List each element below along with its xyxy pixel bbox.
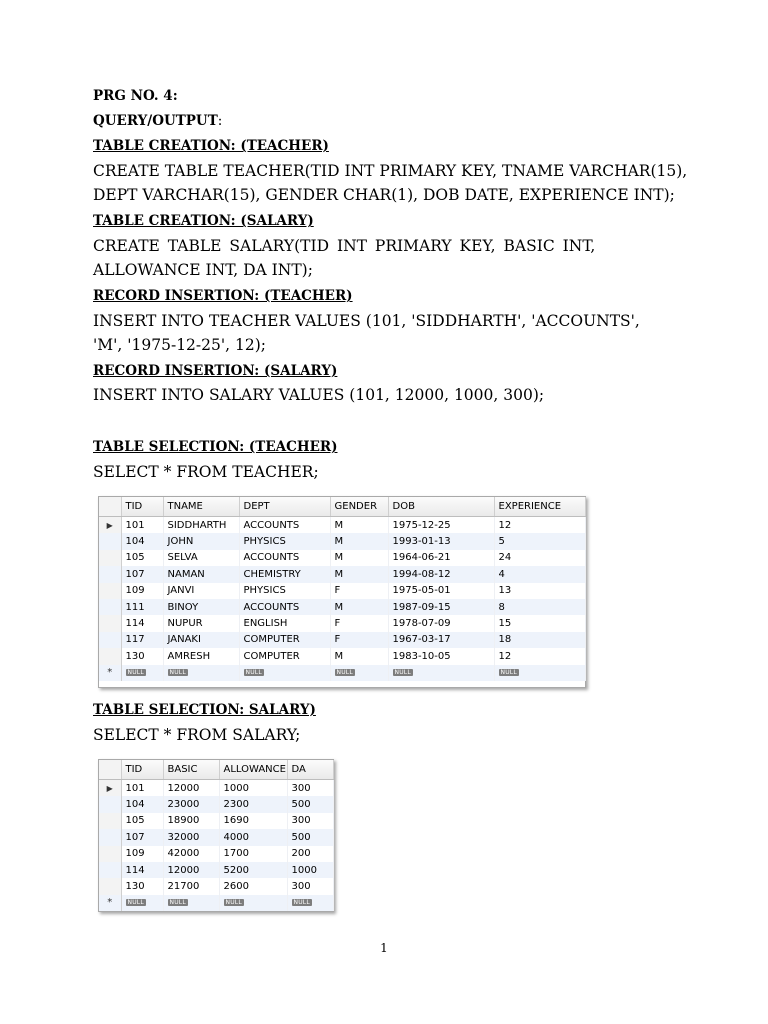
- table-cell[interactable]: 42000: [163, 846, 219, 862]
- null-cell[interactable]: [121, 665, 163, 681]
- table-cell[interactable]: 4000: [219, 829, 287, 845]
- table-cell[interactable]: 12000: [163, 862, 219, 878]
- null-badge: NULL: [245, 668, 262, 676]
- heading-create-salary: TABLE CREATION: (SALARY): [93, 213, 314, 229]
- table-cell[interactable]: 24: [494, 550, 585, 566]
- column-header[interactable]: BASIC: [163, 760, 219, 780]
- heading-select-teacher: TABLE SELECTION: (TEACHER): [93, 439, 338, 455]
- program-number: PRG NO. 4:: [93, 88, 178, 104]
- table-cell[interactable]: 105: [121, 813, 163, 829]
- table-cell[interactable]: 21700: [163, 878, 219, 894]
- table-cell[interactable]: 101: [121, 780, 163, 797]
- table-cell[interactable]: 114: [121, 862, 163, 878]
- null-cell[interactable]: [219, 895, 287, 911]
- table-cell[interactable]: 1690: [219, 813, 287, 829]
- query-output-label: [93, 113, 222, 129]
- null-cell[interactable]: [163, 895, 219, 911]
- query-insert-teacher-line1: INSERT INTO TEACHER VALUES (101, 'SIDDHARTH', 'ACCOUNTS',: [93, 312, 640, 330]
- column-header[interactable]: TID: [121, 760, 163, 780]
- row-selector[interactable]: [99, 862, 121, 878]
- table-cell[interactable]: 1700: [219, 846, 287, 862]
- teacher-table-row[interactable]: [99, 566, 585, 582]
- table-cell[interactable]: 5: [494, 533, 585, 549]
- query-output-colon: :: [217, 113, 223, 129]
- table-cell[interactable]: 2300: [219, 796, 287, 812]
- table-cell[interactable]: 13: [494, 583, 585, 599]
- table-cell[interactable]: 1994-08-12: [388, 566, 494, 582]
- table-cell[interactable]: 200: [287, 846, 333, 862]
- new-row-star-icon: *: [99, 895, 121, 911]
- query-select-teacher: SELECT * FROM TEACHER;: [93, 463, 319, 481]
- table-cell[interactable]: 107: [121, 566, 163, 582]
- salary-table-row[interactable]: [99, 878, 333, 894]
- row-selector[interactable]: [99, 813, 121, 829]
- row-indicator-header: [99, 497, 121, 517]
- salary-table-row[interactable]: [99, 862, 333, 878]
- teacher-new-row[interactable]: [99, 665, 585, 681]
- null-cell[interactable]: [494, 665, 585, 681]
- teacher-table-row[interactable]: [99, 583, 585, 599]
- heading-select-salary: TABLE SELECTION: SALARY): [93, 702, 316, 718]
- table-cell[interactable]: 107: [121, 829, 163, 845]
- table-cell[interactable]: 109: [121, 846, 163, 862]
- teacher-table-row[interactable]: [99, 632, 585, 648]
- table-cell[interactable]: 18: [494, 632, 585, 648]
- salary-result-grid: [98, 759, 334, 912]
- row-selector[interactable]: [99, 878, 121, 894]
- table-cell[interactable]: AMRESH: [163, 648, 239, 664]
- teacher-table-row[interactable]: [99, 517, 585, 534]
- query-output-text: QUERY/OUTPUT: [93, 113, 218, 129]
- null-cell[interactable]: [388, 665, 494, 681]
- table-cell[interactable]: ACCOUNTS: [239, 517, 330, 534]
- table-cell[interactable]: BINOY: [163, 599, 239, 615]
- teacher-table-row[interactable]: [99, 550, 585, 566]
- teacher-result-grid: [98, 496, 586, 688]
- query-create-teacher-line2: DEPT VARCHAR(15), GENDER CHAR(1), DOB DATE, EXPERIENCE INT);: [93, 186, 675, 204]
- table-cell[interactable]: F: [330, 615, 388, 631]
- null-badge: NULL: [500, 668, 517, 676]
- null-cell[interactable]: [163, 665, 239, 681]
- row-selector[interactable]: [99, 846, 121, 862]
- table-cell[interactable]: 12: [494, 648, 585, 664]
- table-cell[interactable]: ENGLISH: [239, 615, 330, 631]
- row-selector[interactable]: [99, 615, 121, 631]
- table-cell[interactable]: 1975-12-25: [388, 517, 494, 534]
- table-cell[interactable]: 18900: [163, 813, 219, 829]
- query-insert-salary: INSERT INTO SALARY VALUES (101, 12000, 1000, 300);: [93, 386, 545, 404]
- table-cell[interactable]: 4: [494, 566, 585, 582]
- query-insert-teacher-line2: 'M', '1975-12-25', 12);: [93, 336, 266, 354]
- page-number: 1: [380, 941, 388, 955]
- null-cell[interactable]: [239, 665, 330, 681]
- table-cell[interactable]: SIDDHARTH: [163, 517, 239, 534]
- table-cell[interactable]: ACCOUNTS: [239, 550, 330, 566]
- current-row-arrow-icon[interactable]: ▶: [99, 780, 121, 797]
- query-create-salary-line2: ALLOWANCE INT, DA INT);: [93, 261, 313, 279]
- null-cell[interactable]: [287, 895, 333, 911]
- column-header[interactable]: DOB: [388, 497, 494, 517]
- salary-table-row[interactable]: [99, 829, 333, 845]
- table-cell[interactable]: 500: [287, 796, 333, 812]
- column-header[interactable]: DEPT: [239, 497, 330, 517]
- table-cell[interactable]: 109: [121, 583, 163, 599]
- table-cell[interactable]: JOHN: [163, 533, 239, 549]
- table-cell[interactable]: F: [330, 632, 388, 648]
- row-selector[interactable]: [99, 632, 121, 648]
- null-badge: NULL: [394, 668, 411, 676]
- table-cell[interactable]: 104: [121, 533, 163, 549]
- table-cell[interactable]: 1975-05-01: [388, 583, 494, 599]
- table-cell[interactable]: M: [330, 566, 388, 582]
- row-selector[interactable]: [99, 829, 121, 845]
- current-row-arrow-icon[interactable]: ▶: [99, 517, 121, 534]
- table-cell[interactable]: PHYSICS: [239, 583, 330, 599]
- column-header[interactable]: EXPERIENCE: [494, 497, 585, 517]
- table-cell[interactable]: 1978-07-09: [388, 615, 494, 631]
- table-cell[interactable]: 12: [494, 517, 585, 534]
- table-cell[interactable]: 101: [121, 517, 163, 534]
- table-cell[interactable]: 5200: [219, 862, 287, 878]
- table-cell[interactable]: M: [330, 599, 388, 615]
- row-selector[interactable]: [99, 796, 121, 812]
- null-badge: NULL: [336, 668, 353, 676]
- salary-new-row[interactable]: [99, 895, 333, 911]
- row-selector[interactable]: [99, 550, 121, 566]
- table-cell[interactable]: 15: [494, 615, 585, 631]
- column-header[interactable]: DA: [287, 760, 333, 780]
- table-cell[interactable]: 300: [287, 878, 333, 894]
- column-header[interactable]: GENDER: [330, 497, 388, 517]
- heading-insert-salary: RECORD INSERTION: (SALARY): [93, 363, 338, 379]
- table-cell[interactable]: NAMAN: [163, 566, 239, 582]
- salary-table-row[interactable]: [99, 796, 333, 812]
- table-cell[interactable]: 12000: [163, 780, 219, 797]
- null-badge: NULL: [293, 898, 310, 906]
- null-badge: NULL: [169, 898, 186, 906]
- table-cell[interactable]: SELVA: [163, 550, 239, 566]
- salary-table-row[interactable]: [99, 813, 333, 829]
- salary-table-row[interactable]: [99, 846, 333, 862]
- table-cell[interactable]: M: [330, 533, 388, 549]
- table-cell[interactable]: 2600: [219, 878, 287, 894]
- table-cell[interactable]: 117: [121, 632, 163, 648]
- row-selector[interactable]: [99, 566, 121, 582]
- table-cell[interactable]: 105: [121, 550, 163, 566]
- table-cell[interactable]: NUPUR: [163, 615, 239, 631]
- table-cell[interactable]: CHEMISTRY: [239, 566, 330, 582]
- teacher-table-row[interactable]: [99, 648, 585, 664]
- table-cell[interactable]: 8: [494, 599, 585, 615]
- null-cell[interactable]: [121, 895, 163, 911]
- teacher-header-row: [99, 497, 585, 517]
- salary-table-row[interactable]: [99, 780, 333, 797]
- table-cell[interactable]: 130: [121, 878, 163, 894]
- null-badge: NULL: [127, 668, 144, 676]
- query-create-salary-line1: CREATE TABLE SALARY(TID INT PRIMARY KEY, BASIC INT,: [93, 237, 596, 255]
- query-create-teacher-line1: CREATE TABLE TEACHER(TID INT PRIMARY KEY, TNAME VARCHAR(15),: [93, 162, 688, 180]
- column-header[interactable]: ALLOWANCE: [219, 760, 287, 780]
- heading-insert-teacher: RECORD INSERTION: (TEACHER): [93, 288, 353, 304]
- teacher-table-row[interactable]: [99, 533, 585, 549]
- table-cell[interactable]: 130: [121, 648, 163, 664]
- table-cell[interactable]: M: [330, 648, 388, 664]
- table-cell[interactable]: 1964-06-21: [388, 550, 494, 566]
- table-cell[interactable]: COMPUTER: [239, 632, 330, 648]
- column-header[interactable]: TID: [121, 497, 163, 517]
- table-cell[interactable]: 114: [121, 615, 163, 631]
- table-cell[interactable]: 500: [287, 829, 333, 845]
- null-badge: NULL: [225, 898, 242, 906]
- row-indicator-header: [99, 760, 121, 780]
- table-cell[interactable]: 23000: [163, 796, 219, 812]
- table-cell[interactable]: F: [330, 583, 388, 599]
- table-cell[interactable]: 1987-09-15: [388, 599, 494, 615]
- row-selector[interactable]: [99, 599, 121, 615]
- table-cell[interactable]: 1967-03-17: [388, 632, 494, 648]
- table-cell[interactable]: JANVI: [163, 583, 239, 599]
- table-cell[interactable]: 104: [121, 796, 163, 812]
- salary-header-row: [99, 760, 333, 780]
- null-cell[interactable]: [330, 665, 388, 681]
- row-selector[interactable]: [99, 533, 121, 549]
- new-row-star-icon: *: [99, 665, 121, 681]
- null-badge: NULL: [169, 668, 186, 676]
- table-cell[interactable]: 1993-01-13: [388, 533, 494, 549]
- table-cell[interactable]: 32000: [163, 829, 219, 845]
- table-cell[interactable]: ACCOUNTS: [239, 599, 330, 615]
- table-cell[interactable]: JANAKI: [163, 632, 239, 648]
- table-cell[interactable]: COMPUTER: [239, 648, 330, 664]
- teacher-table-row[interactable]: [99, 599, 585, 615]
- table-cell[interactable]: 300: [287, 780, 333, 797]
- null-badge: NULL: [127, 898, 144, 906]
- table-cell[interactable]: 1983-10-05: [388, 648, 494, 664]
- row-selector[interactable]: [99, 583, 121, 599]
- column-header[interactable]: TNAME: [163, 497, 239, 517]
- teacher-table-row[interactable]: [99, 615, 585, 631]
- table-cell[interactable]: 1000: [287, 862, 333, 878]
- table-cell[interactable]: 111: [121, 599, 163, 615]
- query-select-salary: SELECT * FROM SALARY;: [93, 726, 301, 744]
- table-cell[interactable]: 1000: [219, 780, 287, 797]
- heading-create-teacher: TABLE CREATION: (TEACHER): [93, 138, 329, 154]
- table-cell[interactable]: PHYSICS: [239, 533, 330, 549]
- table-cell[interactable]: 300: [287, 813, 333, 829]
- table-cell[interactable]: M: [330, 517, 388, 534]
- row-selector[interactable]: [99, 648, 121, 664]
- table-cell[interactable]: M: [330, 550, 388, 566]
